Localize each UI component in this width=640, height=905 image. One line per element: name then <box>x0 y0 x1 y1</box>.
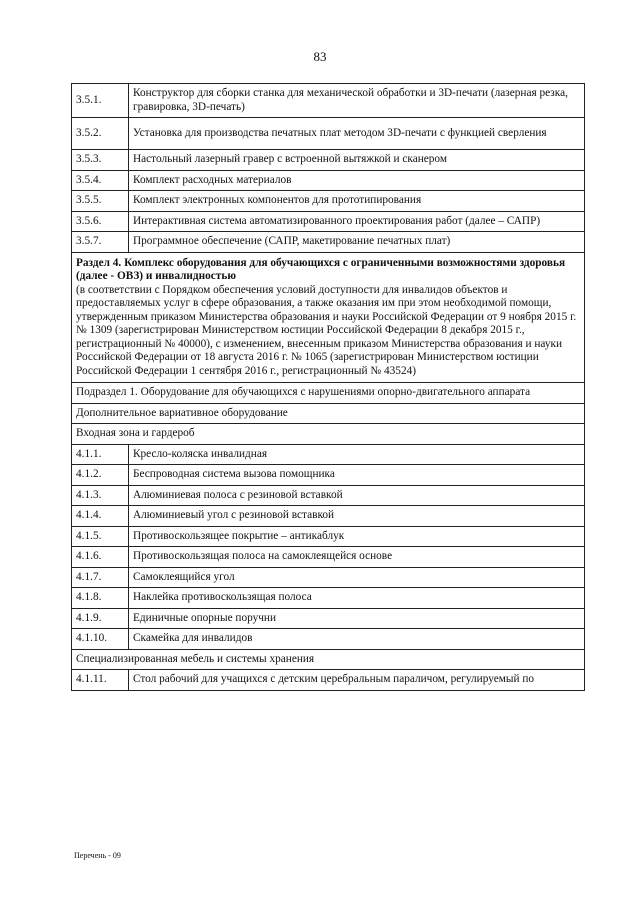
item-number: 3.5.7. <box>72 232 129 253</box>
item-number: 3.5.1. <box>72 84 129 118</box>
item-number: 4.1.6. <box>72 547 129 568</box>
table-row <box>72 84 585 118</box>
item-number: 4.1.2. <box>72 465 129 486</box>
group-header-text: Специализированная мебель и системы хранения <box>72 649 585 670</box>
item-number: 3.5.3. <box>72 150 129 171</box>
item-description: Беспроводная система вызова помощника <box>129 465 585 486</box>
item-description: Стол рабочий для учащихся с детским церебральным параличом, регулируемый по <box>129 670 585 691</box>
item-number: 4.1.10. <box>72 629 129 650</box>
item-description: Конструктор для сборки станка для механической обработки и 3D-печати (лазерная резка, гравировка, 3D-печать) <box>129 84 585 118</box>
table-row <box>72 526 585 547</box>
table-row <box>72 232 585 253</box>
group-header <box>72 424 585 445</box>
group-header-text: Дополнительное вариативное оборудование <box>72 403 585 424</box>
section-title: Раздел 4. Комплекс оборудования для обучающихся с ограниченными возможностями здоровья (далее - ОВЗ) и инвалидностью <box>76 256 566 282</box>
item-description: Самоклеящийся угол <box>129 567 585 588</box>
item-description: Наклейка противоскользящая полоса <box>129 588 585 609</box>
table-row <box>72 506 585 527</box>
table-row <box>72 547 585 568</box>
subsection-header <box>72 383 585 404</box>
footer-label: Перечень - 09 <box>74 851 121 860</box>
table-row <box>72 170 585 191</box>
table-row <box>72 485 585 506</box>
group-header-text: Входная зона и гардероб <box>72 424 585 445</box>
item-number: 4.1.8. <box>72 588 129 609</box>
item-number: 3.5.5. <box>72 191 129 212</box>
section-header <box>72 252 585 383</box>
section-note: (в соответствии с Порядком обеспечения условий доступности для инвалидов объектов и предоставляемых услуг в сфере образования, а также оказания им при этом необходимой помощи, утвержденным приказом Министерства образования и науки Российской Федерации от 9 ноября 2015 г. № 1309 (зарегистрирован Министерством юстиции Российской Федерации 8 декабря 2015 г., регистрационный № 40000), с изменением, внесенным приказом Министерства образования и науки Российской Федерации от 18 августа 2016 г. № 1065 (зарегистрирован Министерством юстиции Российской Федерации 1 сентября 2016 г., регистрационный № 43524) <box>76 283 577 377</box>
table-row <box>72 191 585 212</box>
table-row <box>72 670 585 691</box>
item-number: 4.1.1. <box>72 444 129 465</box>
item-description: Комплект расходных материалов <box>129 170 585 191</box>
item-description: Алюминиевая полоса с резиновой вставкой <box>129 485 585 506</box>
table-row <box>72 150 585 171</box>
item-description: Интерактивная система автоматизированного проектирования работ (далее – САПР) <box>129 211 585 232</box>
table-row <box>72 608 585 629</box>
equipment-table <box>71 83 585 691</box>
item-description: Противоскользящая полоса на самоклеящейся основе <box>129 547 585 568</box>
item-number: 3.5.4. <box>72 170 129 191</box>
table-row <box>72 465 585 486</box>
group-header <box>72 403 585 424</box>
table-row <box>72 567 585 588</box>
item-description: Кресло-коляска инвалидная <box>129 444 585 465</box>
item-number: 4.1.4. <box>72 506 129 527</box>
item-description: Установка для производства печатных плат методом 3D-печати с функцией сверления <box>129 118 585 150</box>
table-row <box>72 629 585 650</box>
subsection-header-text: Подраздел 1. Оборудование для обучающихся с нарушениями опорно-двигательного аппарата <box>72 383 585 404</box>
table-row <box>72 588 585 609</box>
item-description: Скамейка для инвалидов <box>129 629 585 650</box>
table-row <box>72 211 585 232</box>
item-description: Единичные опорные поручни <box>129 608 585 629</box>
group-header <box>72 649 585 670</box>
item-number: 4.1.9. <box>72 608 129 629</box>
item-number: 3.5.6. <box>72 211 129 232</box>
item-description: Алюминиевый угол с резиновой вставкой <box>129 506 585 527</box>
item-description: Комплект электронных компонентов для прототипирования <box>129 191 585 212</box>
item-number: 4.1.7. <box>72 567 129 588</box>
page-number: 83 <box>313 49 327 64</box>
table-row <box>72 118 585 150</box>
item-number: 3.5.2. <box>72 118 129 150</box>
item-description: Противоскользящее покрытие – антикаблук <box>129 526 585 547</box>
item-number: 4.1.11. <box>72 670 129 691</box>
item-description: Настольный лазерный гравер с встроенной вытяжкой и сканером <box>129 150 585 171</box>
item-description: Программное обеспечение (САПР, макетирование печатных плат) <box>129 232 585 253</box>
item-number: 4.1.3. <box>72 485 129 506</box>
table-row <box>72 444 585 465</box>
item-number: 4.1.5. <box>72 526 129 547</box>
